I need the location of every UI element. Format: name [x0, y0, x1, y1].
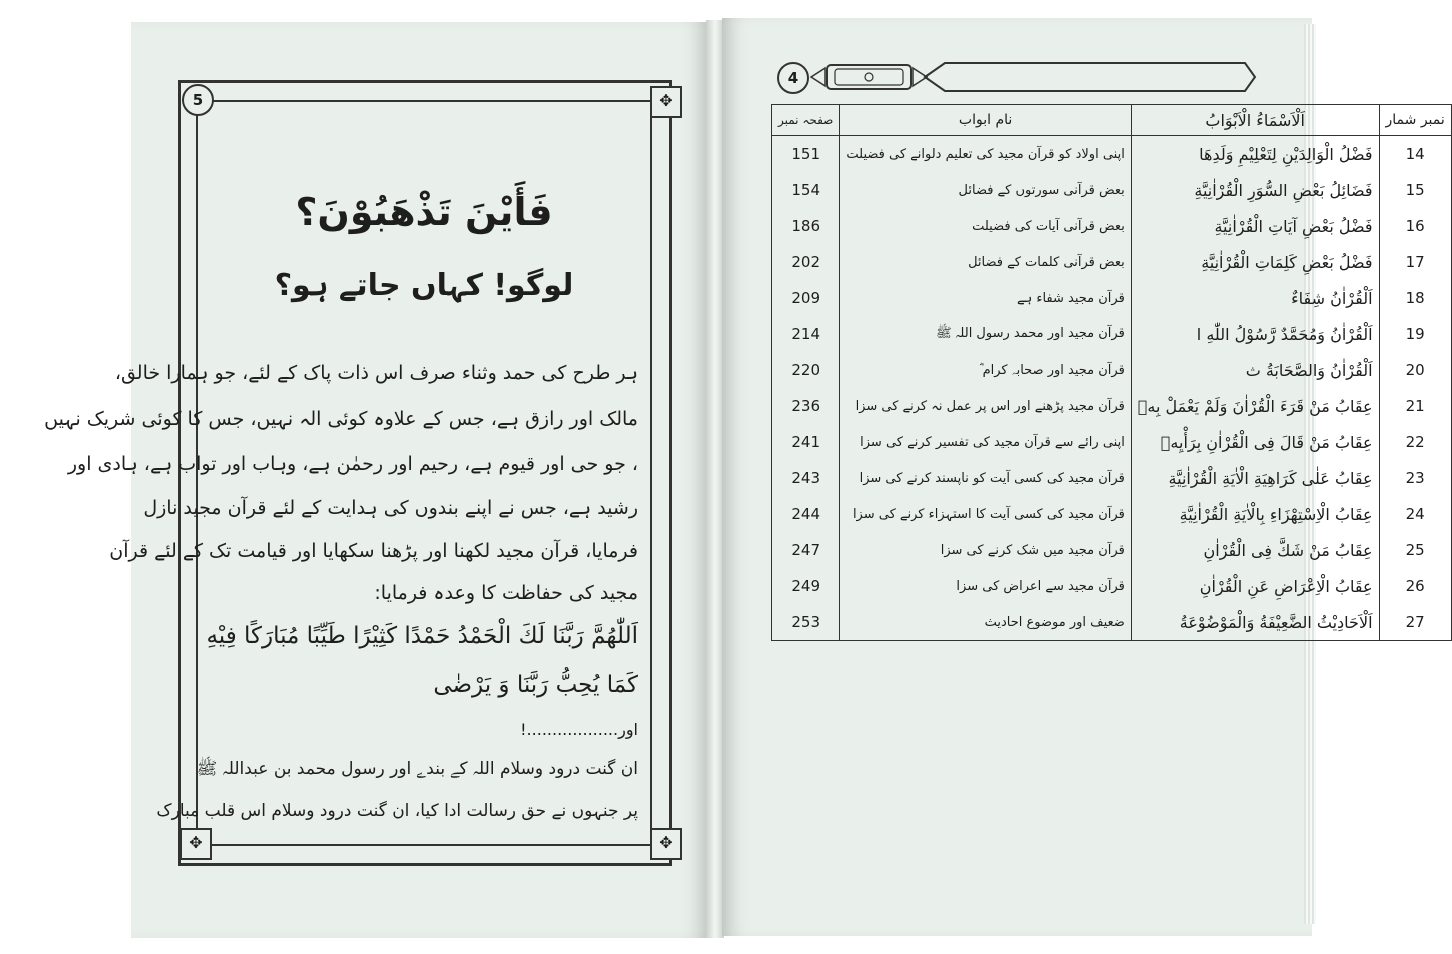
and-line: اور..................! — [520, 720, 638, 739]
table-row — [772, 136, 1452, 173]
row-number: 24 — [1379, 496, 1451, 532]
row-number: 19 — [1379, 316, 1451, 352]
row-page-number: 253 — [772, 604, 840, 641]
paragraph-line: مالک اور رازق ہے، جس کے علاوہ کوئی الہ نہیں، جس کا کوئی شریک نہیں — [44, 408, 638, 430]
header-arabic-title: اَلْاَسْمَاءُ الْاَبْوَابُ — [1131, 105, 1379, 136]
paragraph-line: مجید کی حفاظت کا وعدہ فرمایا: — [374, 582, 638, 604]
table-row — [772, 532, 1452, 568]
row-urdu-title: قرآن مجید میں شک کرنے کی سزا — [840, 532, 1131, 568]
heading-urdu: لوگو! کہاں جاتے ہو؟ — [274, 268, 574, 303]
row-urdu-title: قرآن مجید اور صحابہ کرام ؓ — [840, 352, 1131, 388]
row-arabic-title: فَضْلُ بَعْضِ كَلِمَاتِ الْقُرْاٰنِيَّةِ — [1131, 244, 1379, 280]
row-urdu-title: قرآن مجید سے اعراض کی سزا — [840, 568, 1131, 604]
table-header-row — [772, 105, 1452, 136]
page-number: 4 — [777, 62, 809, 94]
table-row — [772, 460, 1452, 496]
row-page-number: 214 — [772, 316, 840, 352]
table-row — [772, 244, 1452, 280]
table-row — [772, 388, 1452, 424]
arabic-dua-line: كَمَا يُحِبُّ رَبَّنَا وَ يَرْضٰى — [433, 672, 638, 698]
header-number: نمبر شمار — [1379, 105, 1451, 136]
row-number: 23 — [1379, 460, 1451, 496]
row-arabic-title: اَلْاَحَادِيْثُ الضَّعِيْفَةُ وَالْمَوْضُوْعَةُ — [1131, 604, 1379, 641]
row-urdu-title: قرآن مجید شفاء ہے — [840, 280, 1131, 316]
row-urdu-title: ضعیف اور موضوع احادیث — [840, 604, 1131, 641]
row-number: 21 — [1379, 388, 1451, 424]
contents-table — [771, 104, 1452, 641]
row-number: 26 — [1379, 568, 1451, 604]
table-row — [772, 424, 1452, 460]
row-page-number: 244 — [772, 496, 840, 532]
row-arabic-title: اَلْقُرْاٰنُ شِفَاءٌ — [1131, 280, 1379, 316]
arabic-dua-line: اَللّٰهُمَّ رَبَّنَا لَكَ الْحَمْدُ حَمْدًا كَثِيْرًا طَيِّبًا مُبَارَكًا فِيْهِ — [206, 623, 638, 649]
paragraph-line: رشید ہے، جس نے اپنے بندوں کی ہدایت کے لئے قرآن مجید نازل — [143, 497, 638, 519]
corner-ornament-icon: ✥ — [650, 828, 682, 860]
row-page-number: 249 — [772, 568, 840, 604]
row-arabic-title: فَضْلُ الْوَالِدَيْنِ لِتَعْلِيْمِ وَلَدِهَا — [1131, 136, 1379, 173]
table-row — [772, 208, 1452, 244]
row-arabic-title: عِقَابُ مَنْ قَرَءَ الْقُرْاٰنَ وَلَمْ يَعْمَلْ بِهٖ — [1131, 388, 1379, 424]
page-number: 5 — [182, 84, 214, 116]
row-number: 20 — [1379, 352, 1451, 388]
row-arabic-title: عِقَابُ الْاِعْرَاضِ عَنِ الْقُرْاٰنِ — [1131, 568, 1379, 604]
row-urdu-title: اپنی رائے سے قرآن مجید کی تفسیر کرنے کی سزا — [840, 424, 1131, 460]
row-urdu-title: قرآن مجید کی کسی آیت کو ناپسند کرنے کی سزا — [840, 460, 1131, 496]
row-arabic-title: فَضَائِلُ بَعْضِ السُّوَرِ الْقُرْاٰنِيَّةِ — [1131, 172, 1379, 208]
header-urdu-title: نام ابواب — [840, 105, 1131, 136]
paragraph-line: ہر طرح کی حمد وثناء صرف اس ذات پاک کے لئے، جو ہمارا خالق، — [114, 362, 638, 384]
row-page-number: 186 — [772, 208, 840, 244]
table-row — [772, 280, 1452, 316]
corner-ornament-icon: ✥ — [650, 86, 682, 118]
row-arabic-title: اَلْقُرْاٰنُ وَالصَّحَابَةُ ث — [1131, 352, 1379, 388]
row-page-number: 220 — [772, 352, 840, 388]
header-ornament — [775, 60, 1255, 94]
row-page-number: 241 — [772, 424, 840, 460]
table-row — [772, 604, 1452, 641]
corner-ornament-icon: ✥ — [180, 828, 212, 860]
closing-line: پر جنہوں نے حق رسالت ادا کیا، ان گنت درود وسلام اس قلب مبارک — [156, 801, 638, 821]
header-page: صفحہ نمبر — [772, 105, 840, 136]
row-urdu-title: بعض قرآنی سورتوں کے فضائل — [840, 172, 1131, 208]
table-row — [772, 568, 1452, 604]
row-number: 22 — [1379, 424, 1451, 460]
row-page-number: 236 — [772, 388, 840, 424]
table-row — [772, 352, 1452, 388]
paragraph-line: فرمایا، قرآن مجید لکھنا اور پڑھنا سکھایا اور قیامت تک کے لئے قرآن — [109, 540, 638, 562]
row-urdu-title: بعض قرآنی کلمات کے فضائل — [840, 244, 1131, 280]
row-number: 25 — [1379, 532, 1451, 568]
row-urdu-title: قرآن مجید کی کسی آیت کا استہزاء کرنے کی سزا — [840, 496, 1131, 532]
row-page-number: 202 — [772, 244, 840, 280]
row-arabic-title: عِقَابُ مَنْ شَكَّ فِى الْقُرْاٰنِ — [1131, 532, 1379, 568]
row-arabic-title: عِقَابُ مَنْ قَالَ فِى الْقُرْاٰنِ بِرَأْيِهٖ — [1131, 424, 1379, 460]
table-row — [772, 316, 1452, 352]
row-number: 17 — [1379, 244, 1451, 280]
row-number: 18 — [1379, 280, 1451, 316]
closing-line: ان گنت درود وسلام اللہ کے بندے اور رسول محمد بن عبداللہ ﷺ — [196, 759, 638, 779]
row-urdu-title: قرآن مجید اور محمد رسول اللہ ﷺ — [840, 316, 1131, 352]
row-page-number: 243 — [772, 460, 840, 496]
row-arabic-title: فَضْلُ بَعْضِ آيَاتِ الْقُرْاٰنِيَّةِ — [1131, 208, 1379, 244]
row-urdu-title: قرآن مجید پڑھنے اور اس پر عمل نہ کرنے کی سزا — [840, 388, 1131, 424]
row-urdu-title: اپنی اولاد کو قرآن مجید کی تعلیم دلوانے کی فضیلت — [840, 136, 1131, 173]
row-number: 14 — [1379, 136, 1451, 173]
row-arabic-title: عِقَابُ عَلٰى كَرَاهِيَةِ الْاٰيَةِ الْقُرْاٰنِيَّةِ — [1131, 460, 1379, 496]
row-page-number: 151 — [772, 136, 840, 173]
table-row — [772, 496, 1452, 532]
paragraph-line: ، جو حی اور قیوم ہے، رحیم اور رحمٰن ہے، وہاب اور تواب ہے، ہادی اور — [67, 453, 638, 475]
row-number: 16 — [1379, 208, 1451, 244]
row-urdu-title: بعض قرآنی آیات کی فضیلت — [840, 208, 1131, 244]
row-page-number: 247 — [772, 532, 840, 568]
row-number: 15 — [1379, 172, 1451, 208]
table-row — [772, 172, 1452, 208]
heading-arabic: فَأَيْنَ تَذْهَبُوْنَ؟ — [295, 190, 553, 234]
row-arabic-title: اَلْقُرْاٰنُ وَمُحَمَّدٌ رَّسُوْلُ اللّٰهِ ا — [1131, 316, 1379, 352]
row-number: 27 — [1379, 604, 1451, 641]
row-page-number: 154 — [772, 172, 840, 208]
row-arabic-title: عِقَابُ الْاِسْتِهْزَاءِ بِالْاٰيَةِ الْقُرْاٰنِيَّةِ — [1131, 496, 1379, 532]
row-page-number: 209 — [772, 280, 840, 316]
